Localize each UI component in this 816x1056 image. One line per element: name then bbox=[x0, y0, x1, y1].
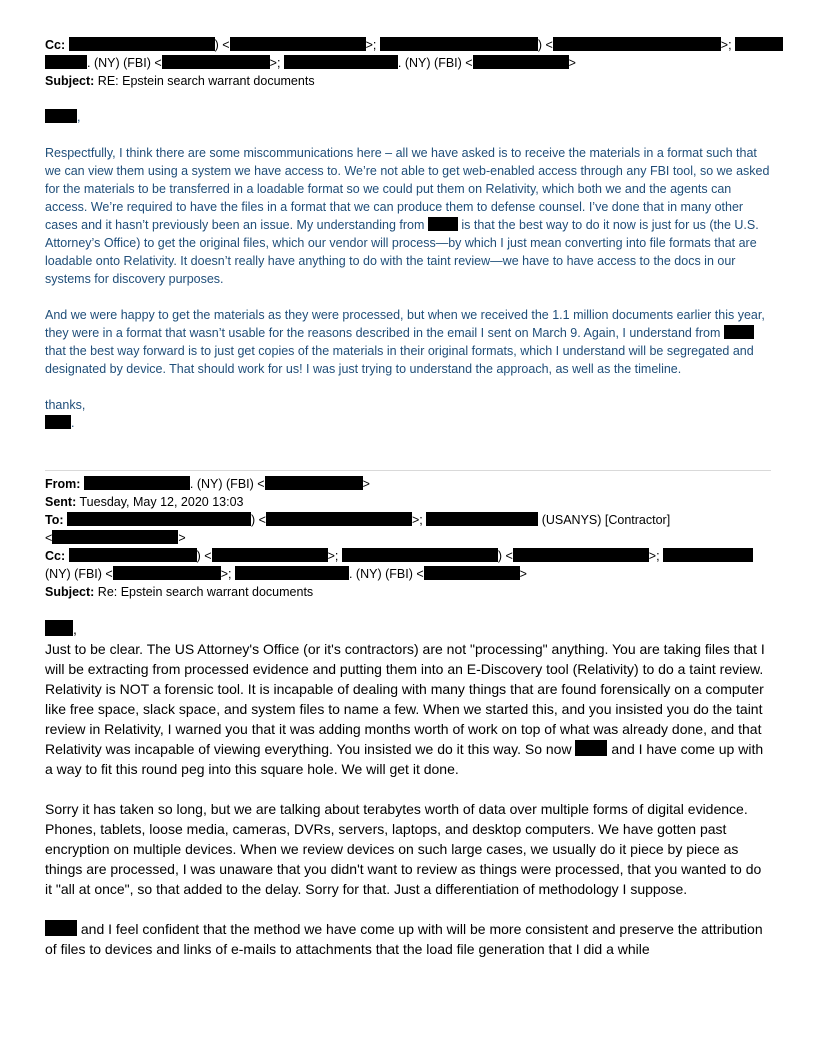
email1-cc-line1: Cc: ) < >; ) < >; bbox=[45, 36, 771, 54]
redaction bbox=[45, 620, 73, 636]
email2-cc-line1: Cc: ) < >; ) < >; bbox=[45, 547, 771, 565]
redaction bbox=[735, 37, 783, 51]
email2-body bbox=[45, 619, 771, 959]
paragraph: Relativity is NOT a forensic tool. It is incapable of dealing with many things that are found forensically on a computer like free space, slack space, and system files to name a few. When we started this, and you insisted you do the taint review in Relativity, I warned you that it was adding months worth of work on top of what was already done, and that Relativity was incapable of viewing everything. You insisted we do it this way. So now and I have come up with a way to fit this round peg into this square hole. We will get it done. bbox=[45, 681, 764, 777]
redaction bbox=[52, 530, 178, 544]
redaction bbox=[230, 37, 366, 51]
redaction bbox=[663, 548, 753, 562]
redaction bbox=[212, 548, 328, 562]
greeting: , bbox=[45, 619, 771, 639]
subject-value: RE: Epstein search warrant documents bbox=[97, 74, 315, 88]
redaction bbox=[473, 55, 569, 69]
email2-to: To: ) < >; (USANYS) [Contractor] bbox=[45, 513, 671, 527]
to-label: To: bbox=[45, 513, 64, 527]
redaction bbox=[428, 217, 458, 231]
redaction bbox=[426, 512, 538, 526]
redaction bbox=[424, 566, 520, 580]
from-label: From: bbox=[45, 477, 81, 491]
redaction bbox=[69, 37, 215, 51]
redaction bbox=[113, 566, 221, 580]
redaction bbox=[45, 109, 77, 123]
redaction bbox=[553, 37, 721, 51]
redaction bbox=[45, 415, 71, 429]
redaction bbox=[342, 548, 498, 562]
email-document bbox=[45, 36, 771, 959]
redaction bbox=[162, 55, 270, 69]
email2-sent bbox=[45, 493, 771, 511]
email1-cc-line2: . (NY) (FBI) < >; . (NY) (FBI) < > bbox=[45, 54, 771, 72]
redaction bbox=[45, 920, 77, 936]
subject-label: Subject: bbox=[45, 74, 95, 88]
email2-cc-line2: (NY) (FBI) < >; . (NY) (FBI) < > bbox=[45, 567, 527, 581]
redaction bbox=[265, 476, 363, 490]
signoff: thanks, bbox=[45, 398, 86, 412]
signature: . bbox=[45, 414, 771, 432]
paragraph: and I feel confident that the method we have come up with will be more consistent and preserve the attribution of files to devices and links of e-mails to attachments that the load file generation that I did a while bbox=[45, 921, 763, 957]
redaction bbox=[67, 512, 251, 526]
paragraph: Just to be clear. The US Attorney's Office (or it's contractors) are not "processing" anything. You are taking files that I will be extracting from processed evidence and putting them into an E-Discovery tool (Relativity) to do a taint review. bbox=[45, 641, 765, 677]
sent-label: Sent: bbox=[45, 495, 77, 509]
email1-body bbox=[45, 108, 771, 432]
redaction bbox=[235, 566, 349, 580]
redaction bbox=[45, 55, 87, 69]
greeting: , bbox=[45, 108, 771, 126]
redaction bbox=[513, 548, 649, 562]
redaction bbox=[380, 37, 538, 51]
email2-to-line2: < > bbox=[45, 531, 186, 545]
email1-subject bbox=[45, 72, 771, 90]
email2-subject bbox=[45, 583, 771, 601]
redaction bbox=[84, 476, 190, 490]
paragraph: Sorry it has taken so long, but we are talking about terabytes worth of data over multiple forms of digital evidence. Phones, tablets, loose media, cameras, DVRs, servers, laptops, and desktop computers. We have gotten past encryption on multiple devices. When we review devices on such large cases, we usually do it piece by piece as things are processed, I was unaware that you didn't want to review as things were processed, that you wanted to do it "all at once", so that added to the delay. Sorry for that. Just a differentiation of methodology I suppose. bbox=[45, 801, 762, 897]
cc-label: Cc: bbox=[45, 38, 66, 52]
redaction bbox=[575, 740, 607, 756]
subject-label: Subject: bbox=[45, 585, 95, 599]
paragraph: Respectfully, I think there are some miscommunications here – all we have asked is to receive the materials in a format such that we can view them using a system we have access to. We’re not able to get web-enabled access through any FBI tool, so we asked for the materials to be transferred in a loadable format so we could put them on Relativity, which both we and the agents can access. We’re required to have the files in a format that we can produce them to defense counsel. I’ve done that in many other cases and it hasn’t previously been an issue. My understanding from is that the best way to do it now is just for us (the U.S. Attorney’s Office) to get the original files, which our vendor will process—by which I just mean converting into file formats that are loadable onto Relativity. It doesn’t really have anything to do with the taint review—we have to have access to the docs in our systems for discovery purposes. bbox=[45, 146, 770, 286]
redaction bbox=[724, 325, 754, 339]
paragraph: And we were happy to get the materials as they were processed, but when we received the 1.1 million documents earlier this year, they were in a format that wasn’t usable for the reasons described in the email I sent on March 9. Again, I understand from that the best way forward is to just get copies of the materials in their original formats, which I understand will be segregated and designated by device. That should work for us! I was just trying to understand the approach, as well as the timeline. bbox=[45, 308, 765, 376]
email2-from: From: . (NY) (FBI) < > bbox=[45, 477, 370, 491]
redaction bbox=[266, 512, 412, 526]
cc-label: Cc: bbox=[45, 549, 66, 563]
redaction bbox=[69, 548, 197, 562]
redaction bbox=[284, 55, 398, 69]
subject-value: Re: Epstein search warrant documents bbox=[97, 585, 314, 599]
sent-value: Tuesday, May 12, 2020 13:03 bbox=[79, 495, 244, 509]
